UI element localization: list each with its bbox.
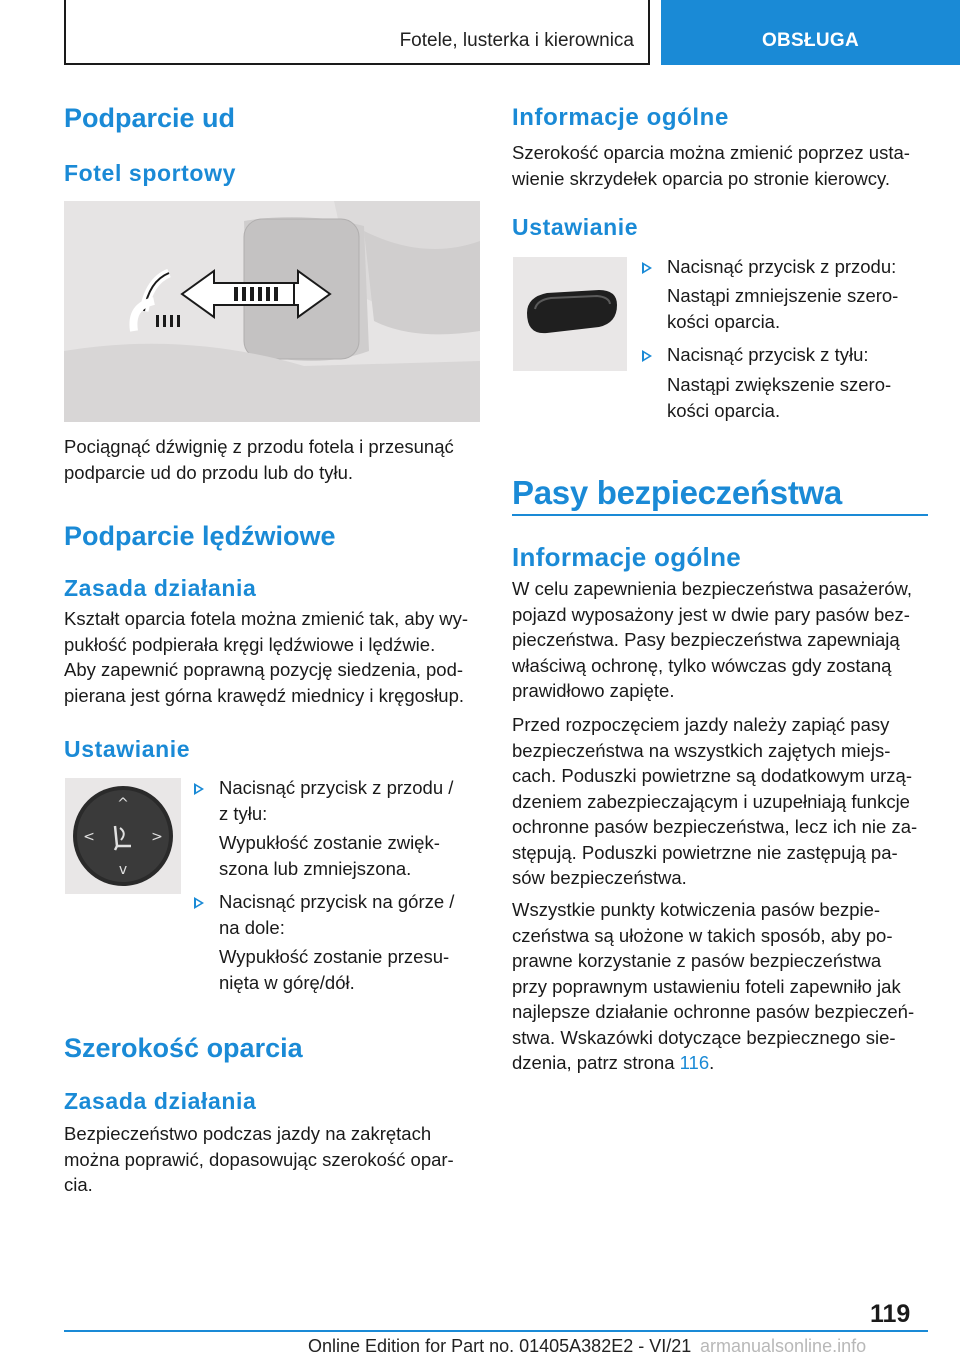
sport-seat-image [64,201,480,422]
width-step-2-result: Nastąpi zwiększenie szero- kości oparcia. [667,374,892,421]
page-reference-link[interactable]: 116 [679,1052,710,1073]
section-divider [512,514,928,516]
backrest-width-text: Bezpieczeństwo podczas jazdy na zakrętach można poprawić, dopasowując szerokość opar- cia. [64,1123,454,1195]
general-info-text: Szerokość oparcia można zmienić poprzez usta- wienie skrzydełek oparcia po stronie kierowcy. [512,142,910,189]
step-marker-icon [642,350,652,362]
heading-adjust-lumbar: Ustawianie [64,736,191,762]
heading-backrest-width: Szerokość oparcia [64,1033,303,1063]
lumbar-step-2-action: Nacisnąć przycisk na górze / na dole: [219,891,455,938]
belts-text-1: W celu zapewnienia bezpieczeństwa pasażerów, pojazd wyposażony jest w dwie pary pasów bez- pieczeństwa. Pasy bezpieczeństwa zapewniają właściwą ochronę, tylko wówczas gdy zostaną prawidłowo zapięte. [512,578,913,701]
heading-sport-seat: Fotel sportowy [64,160,236,186]
chapter-tab[interactable] [661,0,960,65]
thigh-support-text: Pociągnąć dźwignię z przodu fotela i przesunąć podparcie ud do przodu lub do tyłu. [64,436,454,483]
step-marker-icon [642,262,652,274]
footer-rule [64,1330,928,1332]
step-marker-icon [194,897,204,909]
width-step-2-action: Nacisnąć przycisk z tyłu: [667,344,869,365]
heading-general-info: Informacje ogólne [512,104,729,131]
heading-principle-width: Zasada działania [64,1088,257,1114]
svg-text:>: > [151,829,163,845]
heading-adjust-width: Ustawianie [512,214,639,240]
lumbar-switch-image [65,778,181,894]
width-switch-illustration [513,257,627,371]
svg-text:v: v [118,862,128,878]
svg-text:<: < [83,829,95,845]
width-step-1-result: Nastąpi zmniejszenie szero- kości oparcia. [667,285,899,332]
heading-principle-lumbar: Zasada działania [64,575,257,601]
section-title: Fotele, lusterka i kierownica [399,30,634,51]
footer-edition: Online Edition for Part no. 01405A382E2 - VI/21 [308,1336,692,1356]
lumbar-text: Kształt oparcia fotela można zmienić tak, aby wy- pukłość podpierała kręgi lędźwiowe i lędźwie. Aby zapewnić poprawną pozycję siedzenia, pod- pierana jest górna krawędź miednicy i kręgosłup. [64,608,469,706]
belts-text-3: Wszystkie punkty kotwiczenia pasów bezpie- czeństwa są ułożone w takich sposób, aby po- prawne korzystanie z pasów bezpieczeństwa przy poprawnym ustawieniu foteli zapewniło jak najlepsze działanie ochronne pasów bezpieczeń- stwa. Wskazówki dotyczące bezpiecznego sie- dzenia, patrz strona 116. [512,899,915,1073]
watermark: armanualsonline.info [700,1336,867,1356]
belts-text-2: Przed rozpoczęciem jazdy należy zapiąć pasy bezpieczeństwa na wszystkich zajętych miejs- cach. Poduszki powietrzne są dodatkowym urzą- dzeniem zabezpieczającym i uzupełniają funkcje ochronne pasów bezpieczeństwa, lecz ich nie za- stępują. Poduszki powietrzne nie zastępują pa- sów bezpieczeństwa. [512,714,918,888]
sport-seat-illustration [64,201,480,422]
lumbar-step-1-action: Nacisnąć przycisk z przodu / z tyłu: [219,777,454,824]
chapter-tab-label: OBSŁUGA [761,30,860,51]
width-step-1-action: Nacisnąć przycisk z przodu: [667,256,897,277]
step-marker-icon [194,783,204,795]
svg-text:^: ^ [117,796,129,812]
heading-lumbar-support: Podparcie lędźwiowe [64,521,336,551]
width-switch-image [513,257,627,371]
lumbar-switch-illustration [65,778,181,894]
heading-seat-belts: Pasy bezpieczeństwa [512,474,842,511]
header-box [64,0,650,65]
heading-general-info-belts: Informacje ogólne [512,542,742,572]
lumbar-step-2-result: Wypukłość zostanie przesu- nięta w górę/dół. [219,946,450,993]
heading-thigh-support: Podparcie ud [64,103,236,133]
lumbar-step-1-result: Wypukłość zostanie zwięk- szona lub zmniejszona. [219,832,440,879]
page-number: 119 [870,1300,911,1328]
